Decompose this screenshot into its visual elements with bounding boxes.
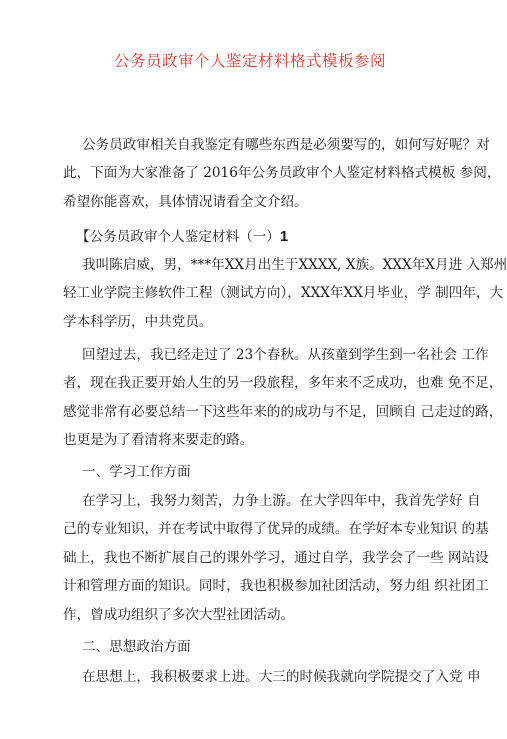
text-line: 此，下面为大家准备了 2016年公务员政审个人鉴定材料格式模板 参阅， [63,165,501,182]
intro-paragraph [63,131,501,216]
text-line: 计和管理方面的知识。同时，我也积极参加社团活动，努力组 织社团工 [63,578,489,595]
subheading-study-work [63,458,457,486]
subheading-text: 一、学习工作方面 [82,464,191,480]
text-line: 公务员政审相关自我鉴定有哪些东西是必须要写的，如何写好呢？对 [82,137,490,153]
text-line: 学本科学历，中共党员。 [63,313,213,330]
text-line: 在思想上，我积极要求上进。大三的时候我就向学院提交了入党 申 [82,669,481,685]
text-line: 希望你能喜欢，具体情况请看全文介绍。 [63,193,308,210]
text-line: 作，曾成功组织了多次大型社团活动。 [63,606,295,623]
text-line: 己的专业知识，并在考试中取得了优异的成绩。在学好本专业知识 的基 [63,521,489,538]
text-line: 我叫陈启威，男，***年XX月出生于XXXX, X族。XXX年X月进 入郑州 [82,257,507,273]
text-line: 者，现在我正要开始人生的另一段旅程，多年来不乏成功，也难 免不足， [63,375,503,392]
text-line: 也更是为了看清将来要走的路。 [63,432,254,449]
section-heading-text: 【公务员政审个人鉴定材料（一） [76,229,280,245]
subheading-text: 二、思想政治方面 [82,639,191,655]
text-line: 回望过去，我已经走过了 23个春秋。从孩童到学生到一名社会 工作 [82,347,489,363]
text-line: 在学习上，我努力刻苦，力争上游。在大学四年中，我首先学好 自 [82,493,481,509]
text-line: 感觉非常有必要总结一下这些年来的的成功与不足，回顾自 己走过的路， [63,403,503,420]
subheading-politics [63,633,457,661]
document-title: 公务员政审个人鉴定材料格式模板参阅 [113,52,386,70]
paragraph-personal-info [63,251,507,336]
paragraph-retrospect [63,341,503,455]
section-heading [76,223,470,251]
paragraph-politics [63,663,481,691]
paragraph-study [63,487,489,629]
text-line: 轻工业学院主修软件工程（测试方向），XXX年XX月毕业，学 制四年，大 [63,285,504,302]
text-line: 础上，我也不断扩展自己的课外学习，通过自学，我学会了一些 网站设 [63,549,489,566]
section-heading-number: 1 [279,228,289,245]
